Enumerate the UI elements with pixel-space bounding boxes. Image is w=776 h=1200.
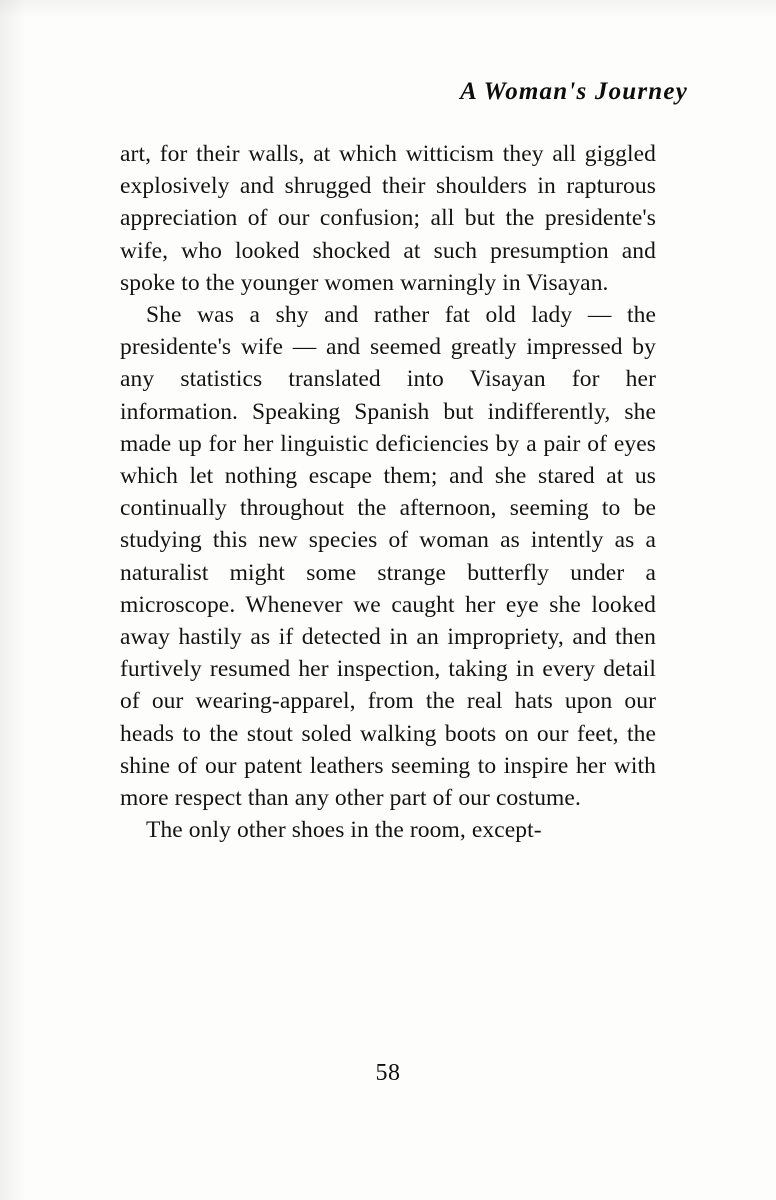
body-text [120, 138, 656, 846]
paragraph: She was a shy and rather fat old lady — the presidente's wife — and seemed greatly impressed by any statistics translated into Visayan for her information. Speaking Spanish but indifferently, she made up for her linguistic deficiencies by a pair of eyes which let nothing escape them; and she stared at us continually throughout the afternoon, seeming to be studying this new species of woman as intently as a naturalist might some strange butterfly under a microscope. Whenever we caught her eye she looked away hastily as if detected in an impropriety, and then furtively resumed her inspection, taking in every detail of our wearing-apparel, from the real hats upon our heads to the stout soled walking boots on our feet, the shine of our patent leathers seeming to inspire her with more respect than any other part of our costume. [120, 302, 656, 812]
paragraph: art, for their walls, at which witticism they all giggled explosively and shrugged their shoulders in rapturous appreciation of our confusion; all but the presidente's wife, who looked shocked at such presumption and spoke to the younger women warningly in Visayan. [120, 141, 656, 296]
page-number: 58 [375, 1060, 401, 1086]
page-edge-shadow [0, 0, 26, 1200]
running-head-title: A Woman's Journey [460, 78, 688, 105]
page-top-shadow [0, 0, 776, 18]
paragraph: The only other shoes in the room, except- [146, 817, 542, 844]
